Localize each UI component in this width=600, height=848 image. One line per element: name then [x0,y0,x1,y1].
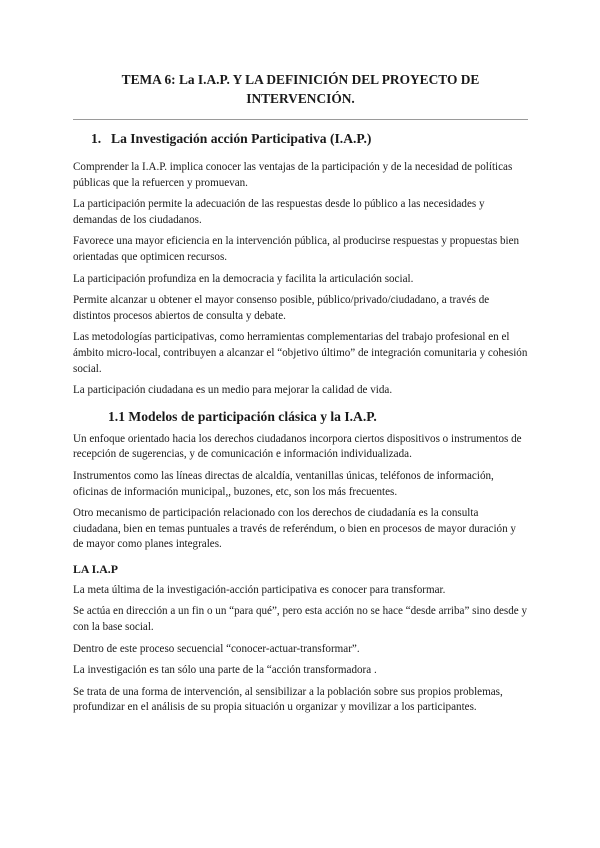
iap-paragraph: Dentro de este proceso secuencial “conocer-actuar-transformar”. [73,642,360,655]
section-1-title: La Investigación acción Participativa (I.A.P.) [111,131,372,146]
document-page [73,70,528,716]
section-1-number: 1. [91,131,102,146]
section-1-1-paragraph: Un enfoque orientado hacia los derechos ciudadanos incorpora ciertos dispositivos o instrumentos de recepción de sugerencias, y de comunicación e información individualizada. [73,432,522,461]
section-1-1-heading: 1.1 Modelos de participación clásica y la I.A.P. [108,408,377,424]
iap-paragraph: La meta última de la investigación-acción participativa es conocer para transformar. [73,583,446,596]
section-1-heading [91,130,528,148]
iap-heading: LA I.A.P [73,561,118,576]
section-1-paragraph: La participación permite la adecuación de las respuestas desde lo público a las necesidades y demandas de los ciudadanos. [73,198,485,226]
section-1-paragraph: La participación profundiza en la democracia y facilita la articulación social. [73,272,414,285]
page-title: TEMA 6: La I.A.P. Y LA DEFINICIÓN DEL PROYECTO DE INTERVENCIÓN. [121,72,480,106]
section-1-paragraph: Permite alcanzar u obtener el mayor consenso posible, público/privado/ciudadano, a través de distintos procesos abiertos de consulta y debate. [73,294,490,322]
section-1-paragraph: Favorece una mayor eficiencia en la intervención pública, al producirse respuestas y propuestas bien orientadas que optimicen recursos. [73,235,520,263]
section-1-paragraph: La participación ciudadana es un medio para mejorar la calidad de vida. [73,384,393,397]
section-1-1-paragraph: Otro mecanismo de participación relacionado con los derechos de ciudadanía es la consulta ciudadana, bien en temas puntuales a través de referéndum, o bien en procesos de mayor duración y de mayor como planes integrales. [73,507,516,551]
section-1-1-paragraph: Instrumentos como las líneas directas de alcaldía, ventanillas únicas, teléfonos de información, oficinas de información municipal,, buzones, etc, son los más frecuentes. [73,469,494,498]
iap-paragraph: Se actúa en dirección a un fin o un “para qué”, pero esta acción no se hace “desde arriba” sino desde y con la base social. [73,605,528,634]
section-1-paragraph: Las metodologías participativas, como herramientas complementarias del trabajo profesional en el ámbito micro-local, contribuyen a alcanzar el “objetivo último” de integración comunitaria y cohesión social. [73,331,528,375]
title-divider [73,119,528,120]
section-1-paragraph: Comprender la I.A.P. implica conocer las ventajas de la participación y de la necesidad de políticas públicas que la refuercen y promuevan. [73,161,513,189]
iap-paragraph: Se trata de una forma de intervención, al sensibilizar a la población sobre sus propios problemas, profundizar en el análisis de su propia situación u organizar y movilizar a los participantes. [73,685,503,714]
iap-paragraph: La investigación es tan sólo una parte de la “acción transformadora . [73,664,377,677]
